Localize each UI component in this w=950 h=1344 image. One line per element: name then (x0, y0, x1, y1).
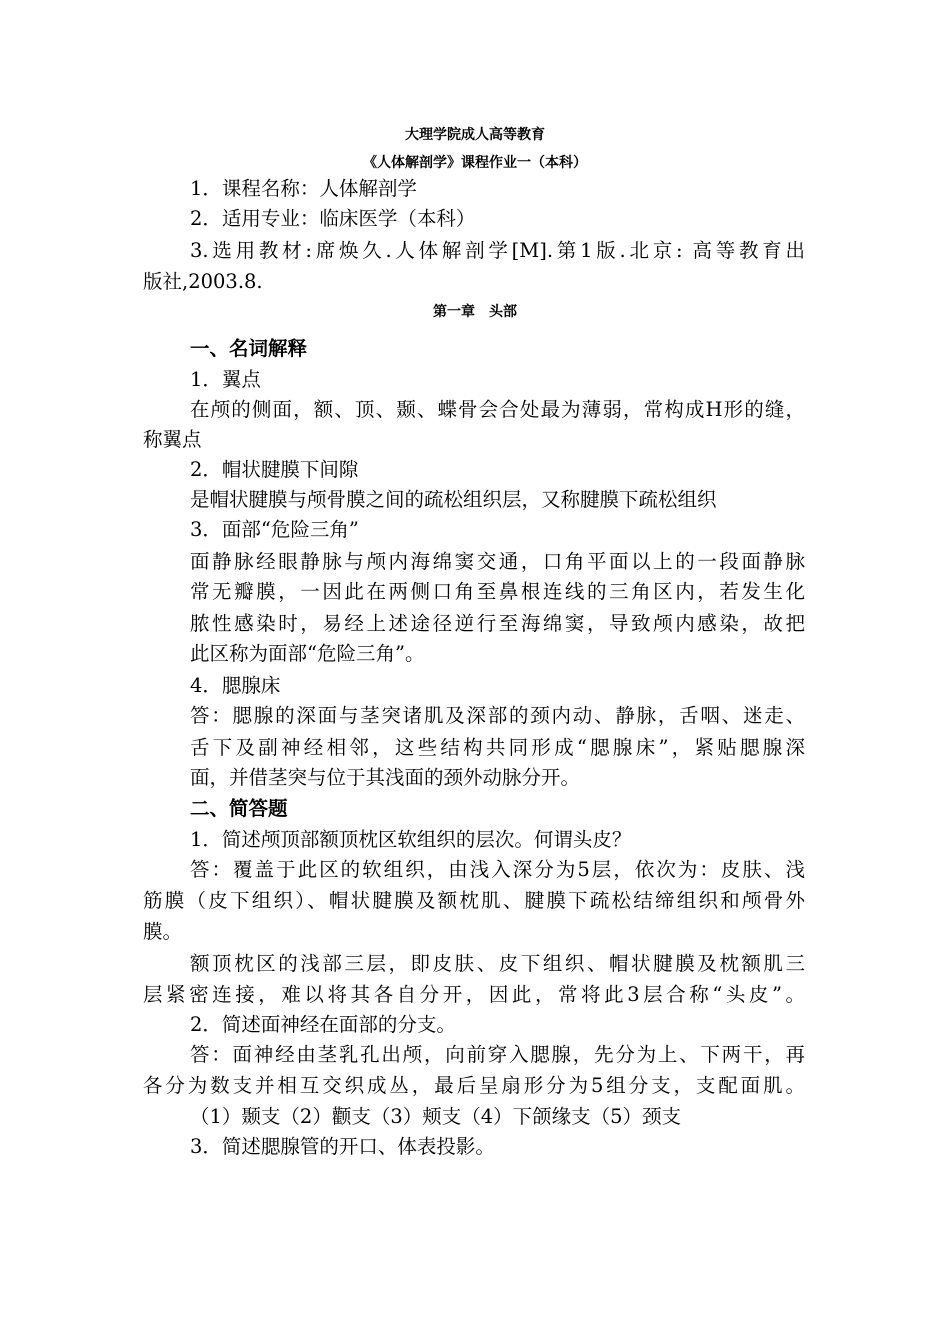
term-title: 3．面部“危险三角” (190, 518, 359, 541)
course-assignment-title: 《人体解剖学》课程作业一（本科） (363, 155, 587, 171)
meta-textbook: 3.选用教材:席焕久.人体解剖学[M].第1版.北京: 高等教育出 (190, 239, 805, 262)
term-body: 脓性感染时，易经上述途径逆行至海绵窦，导致颅内感染，故把 (190, 612, 805, 635)
answer-body: （1）颞支（2）颧支（3）颊支（4）下颌缘支（5）颈支 (190, 1105, 682, 1128)
answer-body: 答：面神经由茎乳孔出颅，向前穿入腮腺，先分为上、下两干，再 (190, 1043, 805, 1066)
term-title: 2．帽状腱膜下间隙 (190, 458, 359, 481)
term-body: 在颅的侧面，额、顶、颞、蝶骨会合处最为薄弱，常构成H形的缝， (190, 398, 805, 421)
meta-course-name: 1．课程名称：人体解剖学 (190, 177, 417, 200)
meta-major: 2．适用专业：临床医学（本科） (190, 207, 476, 230)
answer-body: 各分为数支并相互交织成丛，最后呈扇形分为5组分支，支配面肌。 (143, 1074, 805, 1097)
term-body: 舌下及副神经相邻，这些结构共同形成“腮腺床”，紧贴腮腺深 (190, 736, 805, 759)
answer-body: 层紧密连接，难以将其各自分开，因此，常将此3层合称“头皮”。 (143, 983, 805, 1006)
answer-body: 膜。 (143, 920, 183, 943)
term-body: 是帽状腱膜与颅骨膜之间的疏松组织层，又称腱膜下疏松组织 (190, 488, 717, 511)
term-body: 称翼点 (143, 428, 202, 451)
question-title: 1．简述颅顶部额顶枕区软组织的层次。何谓头皮？ (190, 828, 632, 851)
answer-body: 额顶枕区的浅部三层，即皮肤、皮下组织、帽状腱膜及枕额肌三 (190, 952, 805, 975)
term-body: 常无瓣膜，一因此在两侧口角至鼻根连线的三角区内，若发生化 (190, 580, 805, 603)
term-body: 此区称为面部“危险三角”。 (190, 642, 425, 665)
question-title: 2．简述面神经在面部的分支。 (190, 1013, 456, 1036)
term-title: 1．翼点 (190, 368, 261, 391)
section-heading-short-answer: 二、简答题 (190, 797, 288, 820)
section-heading-terms: 一、名词解释 (190, 337, 308, 360)
question-title: 3．简述腮腺管的开口、体表投影。 (190, 1135, 495, 1158)
term-body: 面静脉经眼静脉与颅内海绵窦交通，口角平面以上的一段面静脉 (190, 550, 805, 573)
meta-textbook-cont: 版社,2003.8. (143, 270, 263, 293)
term-title: 4．腮腺床 (190, 674, 281, 697)
term-body: 答：腮腺的深面与茎突诸肌及深部的颈内动、静脉，舌咽、迷走、 (190, 704, 805, 727)
term-body: 面，并借茎突与位于其浅面的颈外动脉分开。 (190, 766, 581, 789)
chapter-heading: 第一章 头部 (433, 304, 517, 320)
answer-body: 筋膜（皮下组织）、帽状腱膜及额枕肌、腱膜下疏松结缔组织和颅骨外 (143, 889, 805, 912)
document-title: 大理学院成人高等教育 (405, 127, 545, 143)
answer-body: 答：覆盖于此区的软组织，由浅入深分为5层，依次为：皮肤、浅 (190, 858, 805, 881)
